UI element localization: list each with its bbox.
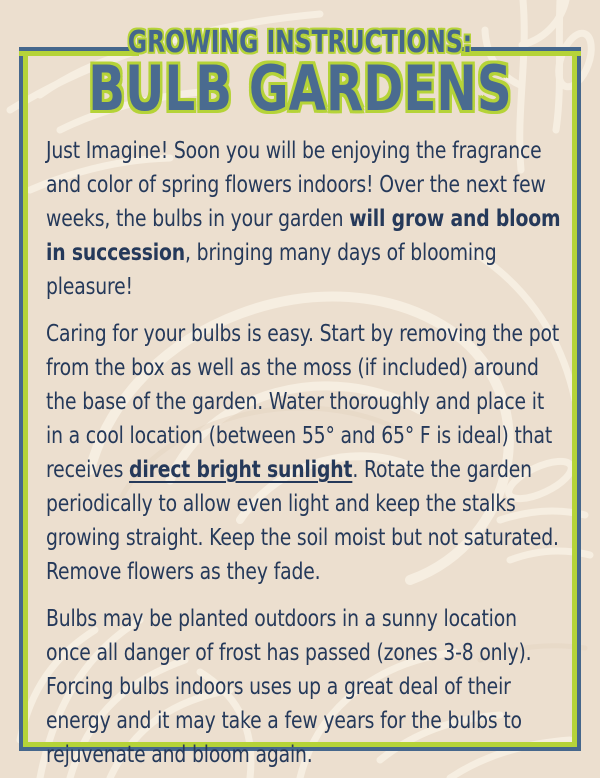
card-header [0, 0, 600, 125]
paragraph-outdoor-planting: Bulbs may be planted outdoors in a sunny location once all danger of frost has passed (zones 3-8 only). Forcing bulbs indoors uses up a great deal of their energy and it may take a few years for the bulbs to rejuvenate and bloom again. [46, 604, 532, 768]
page-title: BULB GARDENS [88, 52, 512, 125]
paragraph-care: Caring for your bulbs is easy. Start by removing the pot from the box as well as the moss (if included) around the base of the garden. Water thoroughly and place it in a cool location (between 55° and 65° F is ideal) that receives direct bright sunlight. Rotate the garden periodically to allow even light and keep the stalks growing straight. Keep the soil moist but not saturated. Remove flowers as they fade. [46, 319, 560, 585]
kicker-text: GROWING INSTRUCTIONS: [127, 25, 473, 60]
paragraph-intro: Just Imagine! Soon you will be enjoying the fragrance and color of spring flowers indoors! Over the next few weeks, the bulbs in your garden will grow and bloom in succession, bringing many days of blooming pleasure! [46, 136, 561, 300]
instructions-body [46, 133, 564, 778]
